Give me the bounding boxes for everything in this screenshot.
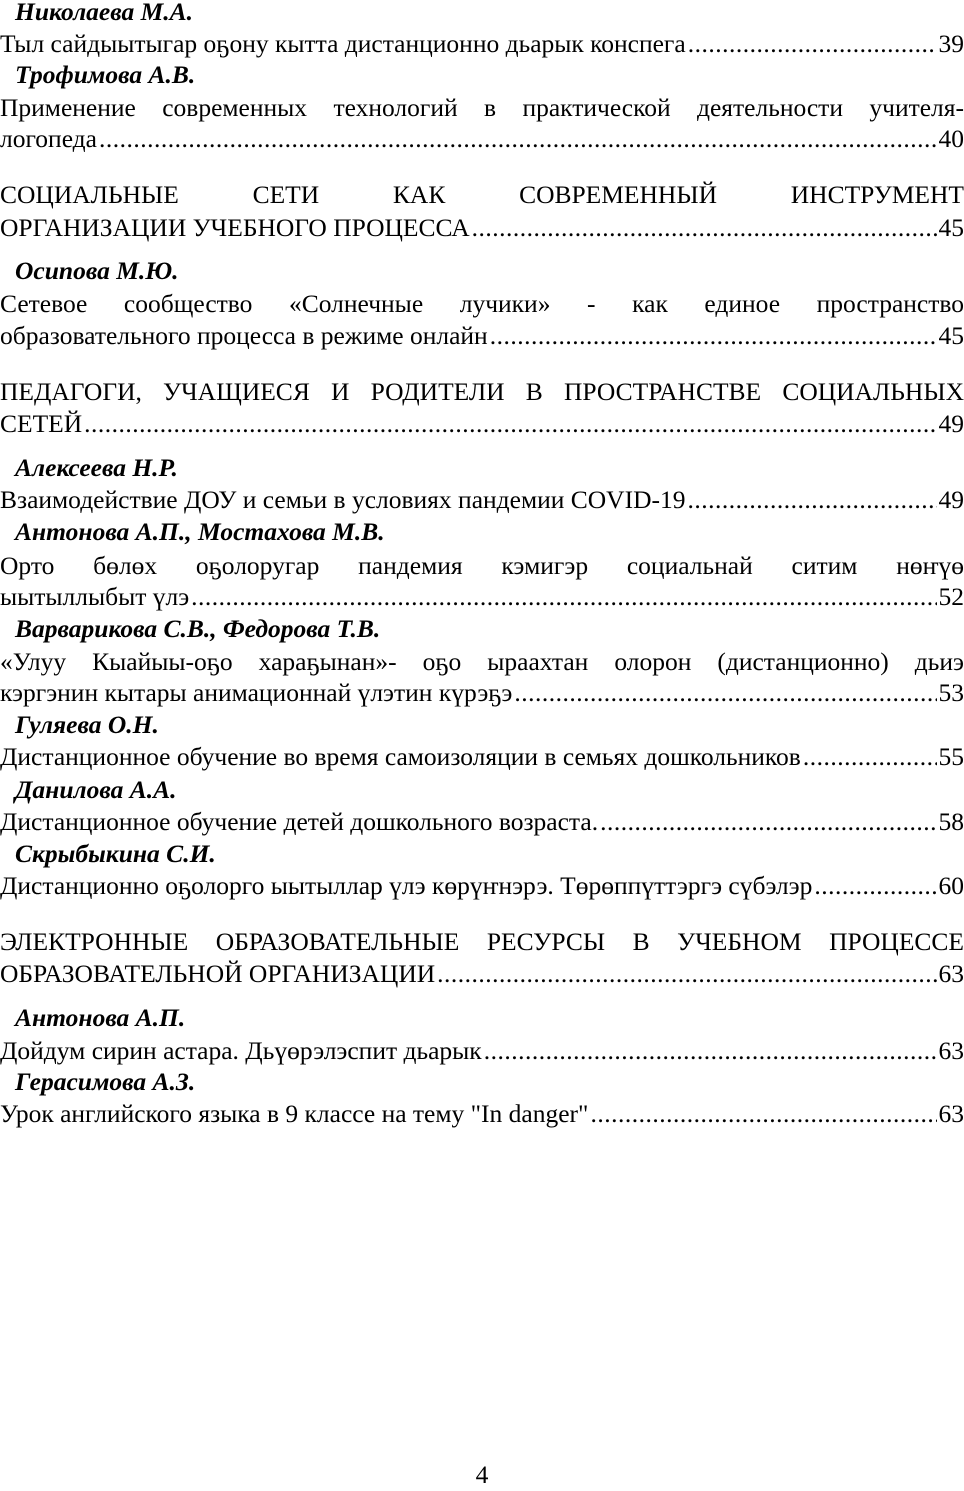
toc-entry-line: Сетевое сообщество «Солнечные лучики» - как единое пространство xyxy=(0,289,964,318)
toc-section-heading: ОБРАЗОВАТЕЛЬНОЙ ОРГАНИЗАЦИИ ..... 63 xyxy=(0,958,964,990)
toc-author: Николаева М.А. xyxy=(15,0,194,26)
toc-author: Скрыбыкина С.И. xyxy=(15,839,216,868)
toc-section-heading: СЕТЕЙ ..... 49 xyxy=(0,408,964,440)
toc-section-heading: ЭЛЕКТРОННЫЕ ОБРАЗОВАТЕЛЬНЫЕ РЕСУРСЫ В УЧЕБНОМ ПРОЦЕССЕ xyxy=(0,927,964,956)
toc-entry: образовательного процесса в режиме онлайн ..... 45 xyxy=(0,320,964,352)
toc-entry: Дистанционное обучение во время самоизоляции в семьях дошкольников ..... 55 xyxy=(0,741,964,773)
toc-section-heading: ОРГАНИЗАЦИИ УЧЕБНОГО ПРОЦЕССА ..... 45 xyxy=(0,212,964,244)
toc-entry: Дойдум сирин астара. Дьүөрэлэспит дьарык ..... 63 xyxy=(0,1035,964,1067)
toc-author: Антонова А.П., Мостахова М.В. xyxy=(15,517,385,546)
toc-section-heading: СОЦИАЛЬНЫЕ СЕТИ КАК СОВРЕМЕННЫЙ ИНСТРУМЕНТ xyxy=(0,180,964,209)
toc-entry: Дистанционное обучение детей дошкольного возраста. ..... 58 xyxy=(0,806,964,838)
toc-author: Гуляева О.Н. xyxy=(15,710,159,739)
toc-author: Герасимова А.З. xyxy=(15,1067,196,1096)
toc-author: Алексеева Н.Р. xyxy=(15,453,178,482)
toc-author: Антонова А.П. xyxy=(15,1003,186,1032)
toc-entry-line: «Улуу Кыайыы-оҕо хараҕынан»- оҕо ыраахтан олорон (дистанционно) дьиэ xyxy=(0,647,964,676)
toc-entry: ыытыллыбыт үлэ ..... 52 xyxy=(0,581,964,613)
toc-entry: кэргэнин кытары анимационнай үлэтин күрэҕэ ..... 53 xyxy=(0,677,964,709)
toc-entry: Дистанционно оҕолорго ыытыллар үлэ көрүҥнэрэ. Төрөппүттэргэ сүбэлэр ..... 60 xyxy=(0,870,964,902)
toc-section-heading: ПЕДАГОГИ, УЧАЩИЕСЯ И РОДИТЕЛИ В ПРОСТРАНСТВЕ СОЦИАЛЬНЫХ xyxy=(0,377,964,406)
toc-entry: Взаимодействие ДОУ и семьи в условиях пандемии COVID-19 ..... 49 xyxy=(0,484,964,516)
toc-author: Варварикова С.В., Федорова Т.В. xyxy=(15,614,381,643)
toc-entry: Тыл сайдыытыгар оҕону кытта дистанционно дьарык конспега ..... 39 xyxy=(0,28,964,60)
toc-entry: логопеда ..... 40 xyxy=(0,123,964,155)
toc-author: Осипова М.Ю. xyxy=(15,256,179,285)
toc-entry: Урок английского языка в 9 классе на тему "In danger" ..... 63 xyxy=(0,1098,964,1130)
toc-entry-line: Орто бөлөх оҕолоругар пандемия кэмигэр социальнай ситим нөҥүө xyxy=(0,551,964,580)
page-number: 4 xyxy=(475,1460,489,1489)
toc-author: Данилова А.А. xyxy=(15,775,177,804)
toc-entry-line: Применение современных технологий в практической деятельности учителя- xyxy=(0,93,964,122)
toc-author: Трофимова А.В. xyxy=(15,60,196,89)
